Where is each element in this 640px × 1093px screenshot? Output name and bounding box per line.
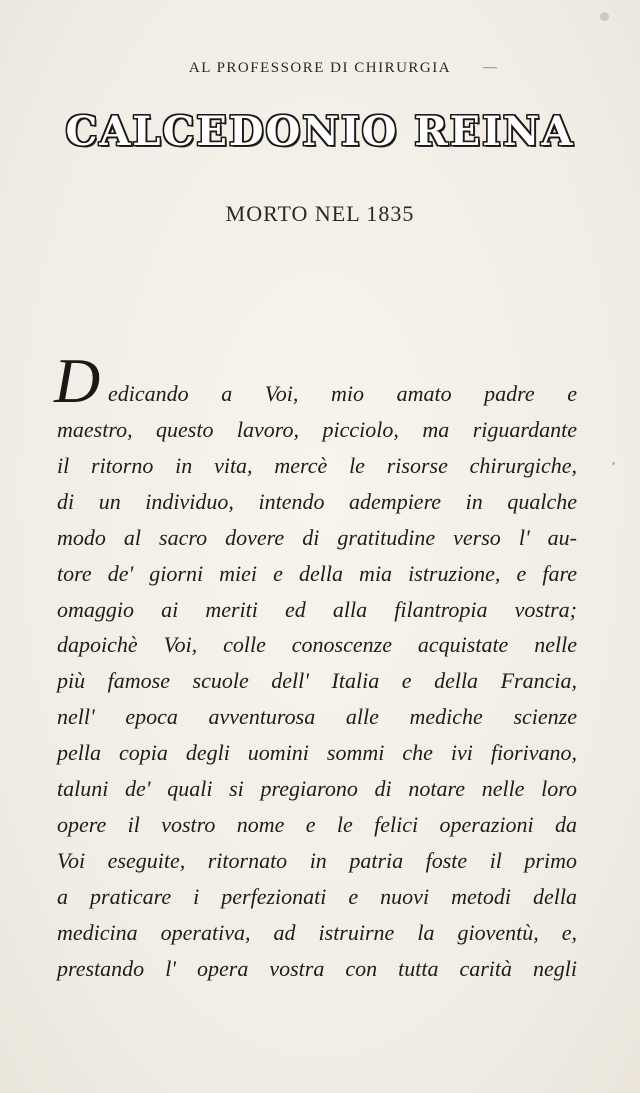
body-line: tore de' giorni miei e della mia istruzione, e fare bbox=[57, 560, 577, 586]
body-line: maestro, questo lavoro, picciolo, ma riguardante bbox=[57, 417, 577, 442]
body-line: modo al sacro dovere di gratitudine verso l' au- bbox=[57, 524, 577, 550]
body-line: a praticare i perfezionati e nuovi metodi della bbox=[57, 883, 577, 909]
drop-cap: D bbox=[54, 345, 101, 416]
dedication-subtitle: MORTO NEL 1835 bbox=[225, 201, 415, 226]
paper-speck bbox=[600, 12, 609, 21]
dedication-title: CALCEDONIO REINA bbox=[65, 108, 575, 155]
body-line: pella copia degli uomini sommi che ivi fiorivano, bbox=[57, 740, 577, 766]
body-line: prestando l' opera vostra con tutta carità negli bbox=[57, 955, 577, 981]
body-first-line: edicando a Voi, mio amato padre e bbox=[108, 381, 577, 406]
body-line: il ritorno in vita, mercè le risorse chirurgiche, bbox=[57, 452, 577, 478]
body-line: opere il vostro nome e le felici operazioni da bbox=[57, 811, 577, 837]
body-line: di un individuo, intendo adempiere in qualche bbox=[57, 488, 577, 514]
body-line: Voi eseguite, ritornato in patria foste il primo bbox=[57, 847, 577, 873]
dedication-header: AL PROFESSORE DI CHIRURGIA bbox=[188, 60, 452, 76]
body-line: medicina operativa, ad istruirne la gioventù, e, bbox=[57, 919, 577, 945]
body-text bbox=[57, 412, 577, 987]
corner-mark: — bbox=[483, 60, 497, 75]
body-line: nell' epoca avventurosa alle mediche scienze bbox=[57, 704, 577, 730]
body-line: taluni de' quali si pregiarono di notare nelle loro bbox=[57, 776, 577, 802]
body-line: più famose scuole dell' Italia e della Francia, bbox=[57, 668, 577, 694]
body-line: dapoichè Voi, colle conoscenze acquistate nelle bbox=[57, 632, 577, 658]
paper-speck bbox=[612, 462, 615, 465]
body-line: omaggio ai meriti ed alla filantropia vostra; bbox=[57, 596, 577, 622]
